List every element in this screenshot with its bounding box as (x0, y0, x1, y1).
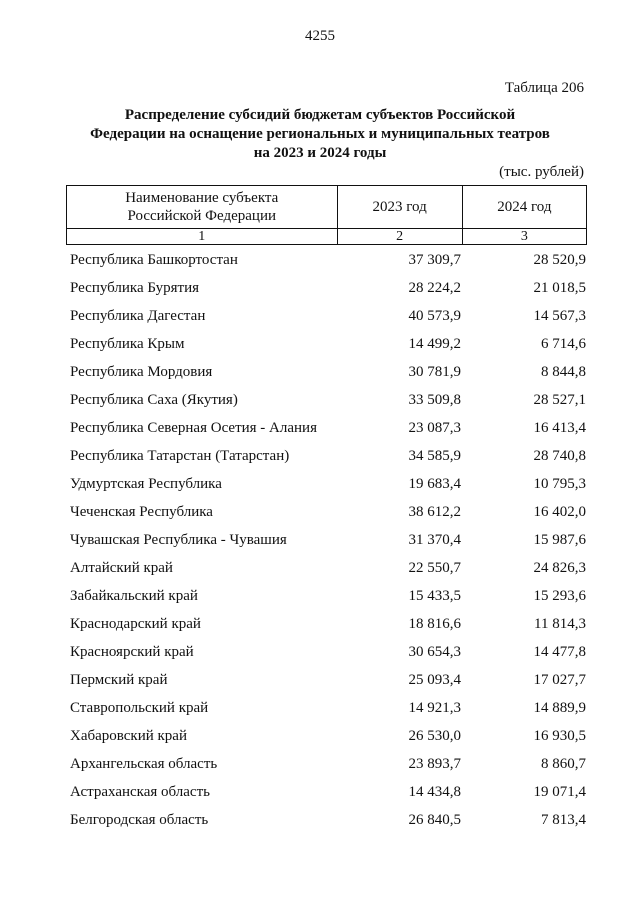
table-row (70, 526, 588, 554)
table-row (70, 582, 588, 610)
value-2023: 19 683,4 (408, 475, 461, 492)
value-2024: 16 930,5 (533, 727, 586, 744)
value-2023: 23 087,3 (408, 419, 461, 436)
region-name: Республика Бурятия (70, 279, 200, 296)
region-name: Республика Саха (Якутия) (70, 391, 238, 408)
value-2023: 25 093,4 (408, 671, 461, 688)
table-row (70, 554, 588, 582)
column-header-name-line2: Российской Федерации (127, 208, 277, 224)
value-2023: 31 370,4 (408, 531, 461, 548)
region-name: Архангельская область (70, 755, 218, 772)
table-row (70, 778, 588, 806)
value-2023: 26 840,5 (408, 811, 461, 828)
table-row (70, 722, 588, 750)
table-row (70, 638, 588, 666)
value-2023: 30 654,3 (408, 643, 461, 660)
table-body (70, 246, 588, 834)
value-2023: 30 781,9 (408, 363, 461, 380)
table-row (70, 666, 588, 694)
value-2023: 22 550,7 (408, 559, 461, 576)
column-header-name-line1: Наименование субъекта (125, 190, 279, 206)
region-name: Чувашская Республика - Чувашия (70, 531, 287, 548)
page-number: 4255 (305, 28, 335, 44)
value-2023: 15 433,5 (408, 587, 461, 604)
table-row (70, 414, 588, 442)
region-name: Республика Крым (70, 335, 185, 352)
value-2023: 38 612,2 (408, 503, 461, 520)
table-row (70, 750, 588, 778)
value-2023: 33 509,8 (408, 391, 461, 408)
value-2024: 10 795,3 (533, 475, 586, 492)
table-row (70, 274, 588, 302)
region-name: Забайкальский край (70, 587, 198, 604)
value-2023: 14 434,8 (408, 783, 461, 800)
table-row (70, 806, 588, 834)
region-name: Пермский край (70, 671, 168, 688)
table-label: Таблица 206 (504, 80, 584, 96)
value-2024: 8 844,8 (541, 363, 586, 380)
table-row (70, 470, 588, 498)
value-2024: 16 402,0 (533, 503, 586, 520)
table-row (70, 694, 588, 722)
title-line: на 2023 и 2024 годы (253, 145, 387, 161)
region-name: Республика Татарстан (Татарстан) (70, 447, 290, 464)
column-header-2024: 2024 год (462, 186, 586, 229)
value-2024: 17 027,7 (533, 671, 586, 688)
region-name: Хабаровский край (70, 727, 187, 744)
region-name: Красноярский край (70, 643, 194, 660)
column-number-1: 1 (67, 229, 338, 245)
region-name: Ставропольский край (70, 699, 209, 716)
unit-label: (тыс. рублей) (499, 164, 584, 180)
region-name: Республика Мордовия (70, 363, 213, 380)
value-2023: 18 816,6 (408, 615, 461, 632)
value-2024: 14 567,3 (533, 307, 586, 324)
region-name: Алтайский край (70, 559, 173, 576)
region-name: Удмуртская Республика (70, 475, 222, 492)
region-name: Астраханская область (70, 783, 210, 800)
table-row (70, 386, 588, 414)
value-2024: 14 477,8 (533, 643, 586, 660)
value-2023: 14 499,2 (408, 335, 461, 352)
value-2024: 28 740,8 (533, 447, 586, 464)
table-row (70, 358, 588, 386)
table-row (70, 330, 588, 358)
column-header-2023: 2023 год (337, 186, 462, 229)
table-row (70, 610, 588, 638)
column-number-3: 3 (462, 229, 586, 245)
value-2024: 6 714,6 (541, 335, 586, 352)
value-2023: 26 530,0 (408, 727, 461, 744)
title-line: Распределение субсидий бюджетам субъектов Российской (124, 107, 516, 123)
value-2023: 37 309,7 (408, 251, 461, 268)
value-2024: 8 860,7 (541, 755, 586, 772)
value-2024: 7 813,4 (541, 811, 586, 828)
value-2023: 14 921,3 (408, 699, 461, 716)
region-name: Чеченская Республика (70, 503, 213, 520)
column-header-name (67, 186, 338, 229)
value-2024: 14 889,9 (533, 699, 586, 716)
region-name: Белгородская область (70, 811, 209, 828)
table-row (70, 246, 588, 274)
header-row (67, 186, 587, 229)
value-2023: 34 585,9 (408, 447, 461, 464)
region-name: Краснодарский край (70, 615, 201, 632)
value-2024: 11 814,3 (534, 615, 586, 632)
table-row (70, 302, 588, 330)
document-title (60, 106, 580, 163)
column-number-2: 2 (337, 229, 462, 245)
value-2024: 15 987,6 (533, 531, 586, 548)
column-number-row (67, 229, 587, 245)
value-2023: 40 573,9 (408, 307, 461, 324)
table-header (66, 185, 587, 245)
region-name: Республика Северная Осетия - Алания (70, 419, 317, 436)
value-2024: 28 520,9 (533, 251, 586, 268)
table-row (70, 498, 588, 526)
value-2024: 24 826,3 (533, 559, 586, 576)
value-2023: 28 224,2 (408, 279, 461, 296)
title-line: Федерации на оснащение региональных и муниципальных театров (90, 126, 550, 142)
value-2024: 16 413,4 (533, 419, 586, 436)
table-row (70, 442, 588, 470)
value-2024: 19 071,4 (533, 783, 586, 800)
value-2024: 15 293,6 (533, 587, 586, 604)
value-2024: 21 018,5 (533, 279, 586, 296)
region-name: Республика Дагестан (70, 307, 206, 324)
region-name: Республика Башкортостан (70, 251, 238, 268)
value-2023: 23 893,7 (408, 755, 461, 772)
value-2024: 28 527,1 (533, 391, 586, 408)
